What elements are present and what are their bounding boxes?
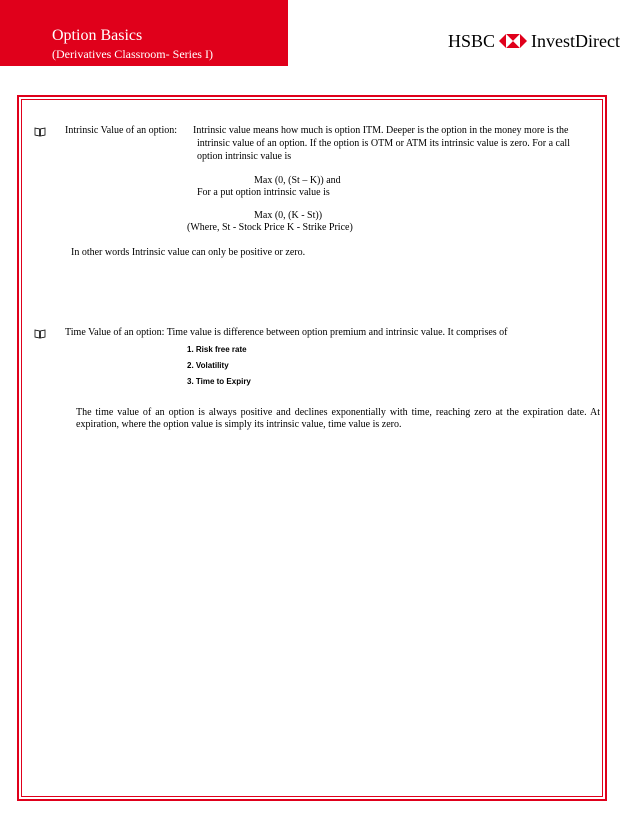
book-icon [34, 127, 46, 137]
intrinsic-definition-line-1: Intrinsic value means how much is option ITM. Deeper is the option in the money more is the [193, 125, 569, 136]
call-formula: Max (0, (St – K)) and [254, 175, 341, 186]
time-value-intro: Time Value of an option: Time value is difference between option premium and intrinsic value. It comprises of [65, 327, 508, 338]
put-intro: For a put option intrinsic value is [197, 187, 330, 198]
intrinsic-label: Intrinsic Value of an option: [65, 125, 178, 136]
book-icon [34, 329, 46, 339]
page-subtitle: (Derivatives Classroom- Series I) [52, 47, 213, 61]
time-value-conclusion: The time value of an option is always positive and declines exponentially with time, reaching zero at the expiration date. At expiration, where the option value is simply its intrinsic value, time value is zero. [76, 407, 600, 430]
component-item: 1. Risk free rate [187, 345, 247, 354]
intrinsic-definition-line-3: option intrinsic value is [197, 151, 292, 162]
page-title: Option Basics [52, 27, 143, 44]
component-item: 2. Volatility [187, 361, 229, 370]
brand-investdirect: InvestDirect [531, 30, 620, 51]
intrinsic-summary: In other words Intrinsic value can only be positive or zero. [71, 247, 306, 258]
component-item: 3. Time to Expiry [187, 377, 251, 386]
brand-hsbc: HSBC [448, 30, 496, 51]
intrinsic-definition-line-2: intrinsic value of an option. If the option is OTM or ATM its intrinsic value is zero. For a call [197, 138, 570, 149]
where-note: (Where, St - Stock Price K - Strike Price) [187, 222, 353, 233]
put-formula: Max (0, (K - St)) [254, 210, 323, 221]
